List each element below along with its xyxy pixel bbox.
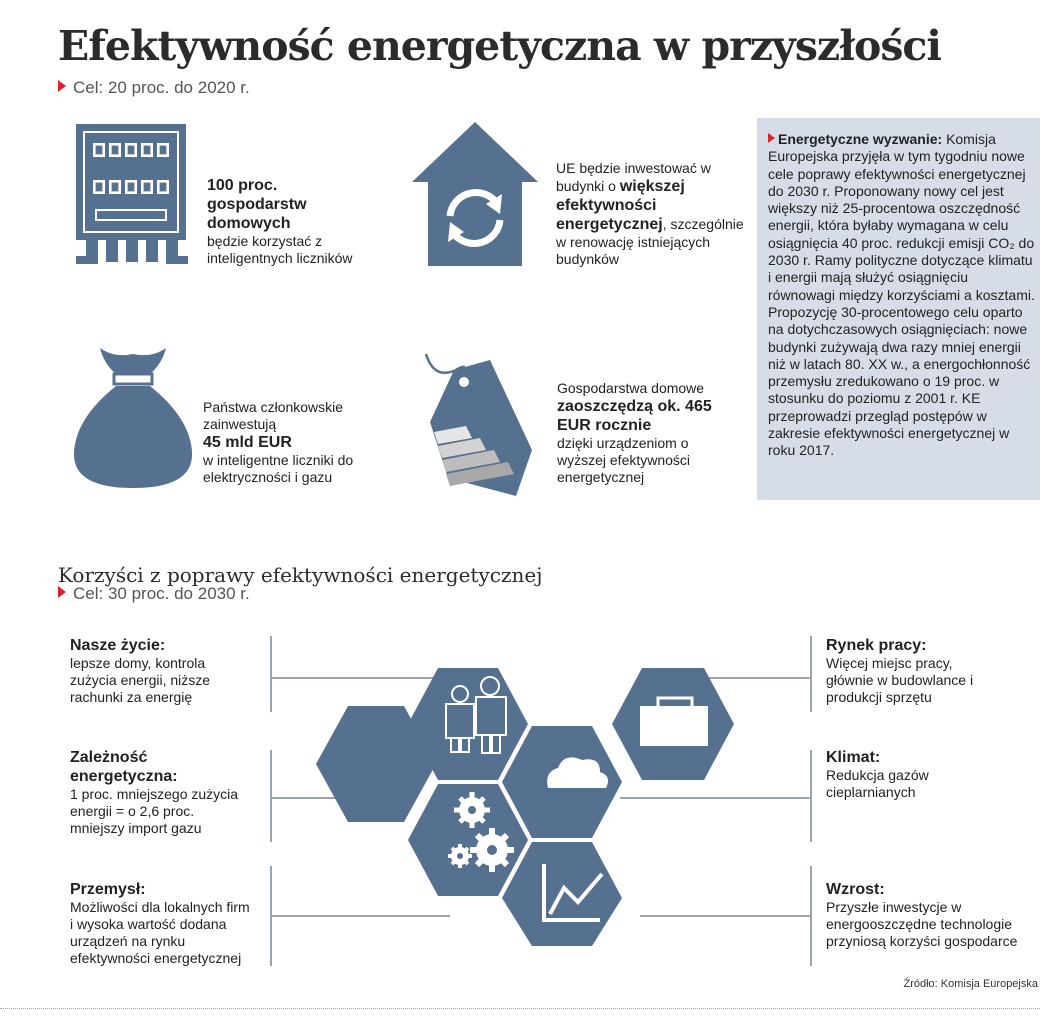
benefit-climate-text: Redukcja gazów cieplarnianych (826, 767, 929, 800)
house-icon (410, 120, 540, 266)
benefit-dependency (70, 748, 270, 837)
fact-buildings: UE będzie inwestować w budynki o większej efektywności energetycznej, szczególnie w renowację istniejących budynków (556, 160, 744, 267)
red-triangle-icon (768, 133, 775, 143)
section-title: Korzyści z poprawy efektywności energetycznej (58, 563, 543, 587)
fact-meters-bold: 100 proc. gospodarstw domowych (207, 177, 307, 232)
fact-investment: Państwa członkowskie zainwestują 45 mld EUR w inteligentne liczniki do elektryczności i gazu (203, 399, 383, 486)
benefit-growth (826, 880, 1036, 950)
goal-2030: Cel: 30 proc. do 2030 r. (58, 584, 250, 604)
red-triangle-icon (58, 586, 66, 598)
benefit-industry-label: Przemysł: (70, 881, 146, 898)
fact-savings-bold: zaoszczędzą ok. 465 EUR rocznie (557, 398, 712, 434)
benefit-life-text: lepsze domy, kontrola zużycia energii, niższe rachunki za energię (70, 655, 211, 705)
benefit-dependency-text: 1 proc. mniejszego zużycia energii = o 2,6 proc. mniejszy import gazu (70, 786, 239, 836)
benefit-jobs-label: Rynek pracy: (826, 637, 927, 654)
sidebar-text (768, 131, 1036, 460)
benefit-climate (826, 748, 1026, 801)
fact-meters-text: będzie korzystać z inteligentnych liczników (207, 233, 353, 266)
hexagon-cluster (310, 660, 750, 950)
benefit-growth-text: Przyszłe inwestycje w energooszczędne technologie przyniosą korzyści gospodarce (826, 899, 1018, 949)
benefit-life-label: Nasze życie: (70, 637, 166, 654)
benefit-climate-label: Klimat: (826, 749, 881, 766)
goal-2020: Cel: 20 proc. do 2020 r. (58, 78, 250, 98)
smart-meter-icon (70, 120, 192, 268)
benefit-growth-label: Wzrost: (826, 881, 885, 898)
benefit-jobs-text: Więcej miejsc pracy, głównie w budowlance i produkcji sprzętu (826, 655, 974, 705)
fact-meters (207, 176, 377, 267)
fact-investment-bold: 45 mld EUR (203, 434, 292, 451)
page-title: Efektywność energetyczna w przyszłości (58, 22, 941, 70)
sidebar-body: Komisja Europejska przyjęła w tym tygodniu nowe cele poprawy efektywności energetycznej do 2030 r. Proponowany nowy cel jest większy niż 25-procentowa oszczędność energii, która byłaby wymagana w celu osiągnięcia 40 proc. redukcji emisji CO₂ do 2030 r. Ramy polityczne dotyczące klimatu i energii mają służyć osiągnięciu równowagi między korzyściami a kosztami. Propozycję 30-procentowego celu oparto na dotychczasowych osiągnięciach: nowe budynki zużywają dwa razy mniej energii niż w latach 80. XX w., a energochłonność przemysłu zredukowano o 19 proc. w stosunku do poziomu z 2001 r. KE przeprowadzi przegląd postępów w zakresie efektywności energetycznej w roku 2017. (768, 131, 1035, 459)
fact-buildings-bold: większej efektywności energetycznej (556, 178, 685, 233)
benefit-life (70, 636, 270, 706)
fact-savings: Gospodarstwa domowe zaoszczędzą ok. 465 EUR rocznie dzięki urządzeniom o wyższej efektywności energetycznej (557, 380, 732, 486)
benefit-jobs (826, 636, 1026, 706)
benefit-industry-text: Możliwości dla lokalnych firm i wysoka wartość dodana urządzeń na rynku efektywności energetycznej (70, 899, 250, 966)
benefit-industry (70, 880, 270, 967)
benefit-dependency-label: Zależność energetyczna: (70, 749, 178, 785)
source-note: Źródło: Komisja Europejska (903, 978, 1038, 990)
red-triangle-icon (58, 80, 66, 92)
bottom-divider (0, 1008, 1040, 1009)
money-bag-icon (70, 340, 196, 490)
energy-label-tag-icon (420, 350, 540, 500)
sidebar-lead: Energetyczne wyzwanie: (778, 131, 943, 147)
